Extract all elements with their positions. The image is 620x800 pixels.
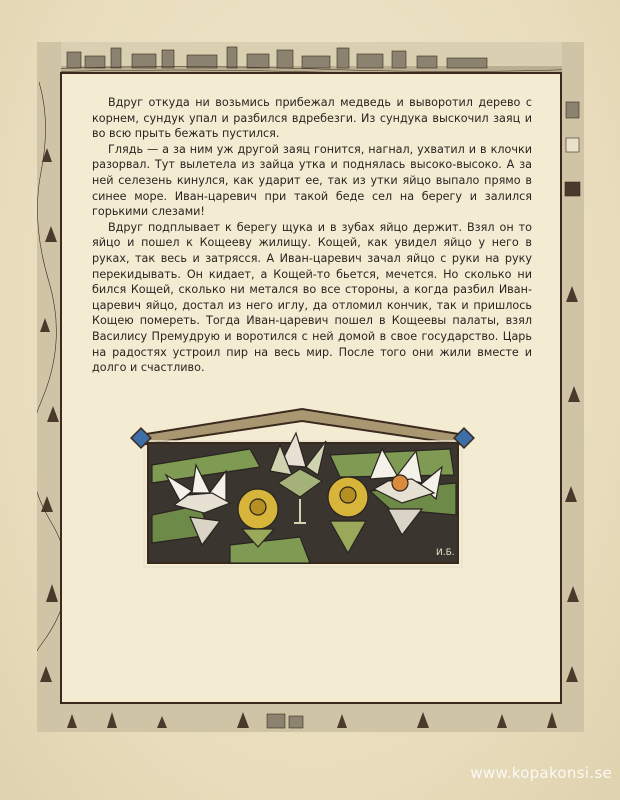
story-text: [92, 95, 532, 376]
paragraph-1: Вдруг откуда ни возьмись прибежал медведь и выворотил дерево с корнем, сундук упал и разбился вдребезги. Из сундука выскочил заяц и во всю прыть бежать пустился.: [92, 96, 532, 141]
frame-left-forest: [37, 42, 61, 732]
water-lily-illustration: [130, 405, 475, 573]
site-watermark: www.kopakonsi.se: [470, 764, 612, 782]
paragraph-3: Вдруг подплывает к берегу щука и в зубах яйцо держит. Взял он то яйцо и пошел к Кощееву жилищу. Кощей, как увидел яйцо у него в руках, так весь и затрясся. А Иван-царевич зачал яйцо с руки на руку перекидывать. Он кидает, а Кощей-то бьется, мечется. Но сколько ни бился Кощей, сколько ни метался во все стороны, а когда разбил Иван-царевич яйцо, достал из него иглу, да отломил кончик, так и пришлось Кощею помереть. Тогда Иван-царевич пошел в Кощеевы палаты, взял Василису Премудрую и воротился с ней домой в свое государство. Царь на радостях устроил пир на весь мир. После того они жили вместе и долго и счастливо.: [92, 220, 532, 375]
frame-top-townscape: [37, 42, 584, 76]
gable-roof: [140, 409, 465, 445]
frame-bottom-landscape: [37, 702, 584, 732]
paragraph-2: Глядь — а за ним уж другой заяц гонится, нагнал, ухватил и в клочки разорвал. Тут вылетела из зайца утка и поднялась высоко-высоко. А за ней селезень кинулся, как ударит ее, так из утки яйцо выпало прямо в синее море. Иван-царевич при такой беде сел на берегу и залился горькими слезами!: [92, 142, 532, 219]
artist-monogram: И.Б.: [436, 548, 455, 558]
frame-right-ornament: [562, 42, 584, 732]
